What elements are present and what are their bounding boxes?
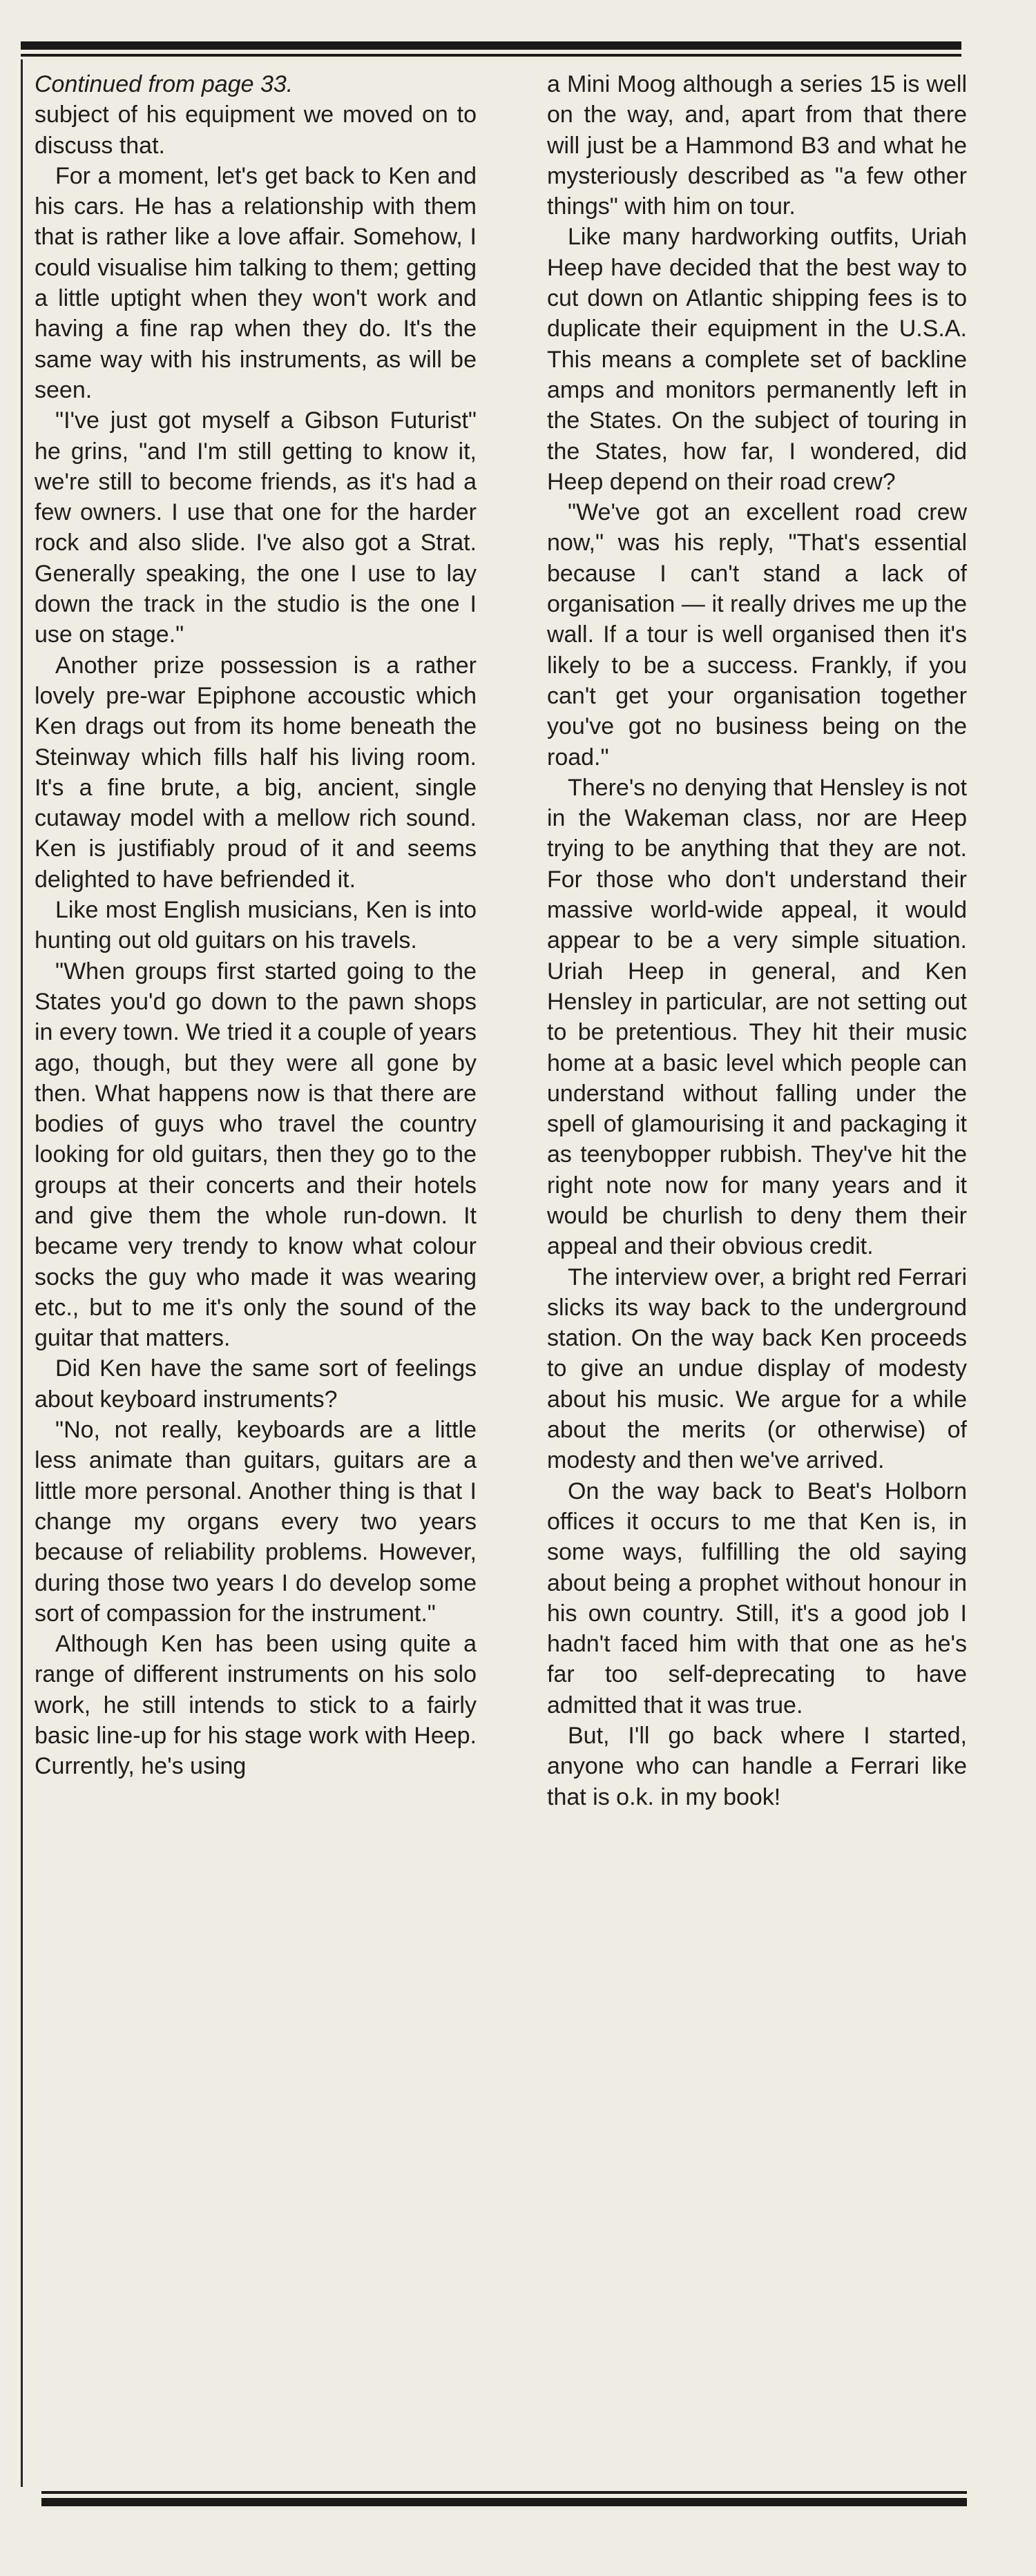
paragraph: On the way back to Beat's Holborn offices it occurs to me that Ken is, in some ways, fulfilling the old saying about being a prophet without honour in his own country. Still, it's a good job I hadn't faced him with that one as he's far too self-deprecating to have admitted that it was true. <box>547 1478 967 1718</box>
paragraph: subject of his equipment we moved on to discuss that. <box>35 101 477 159</box>
paragraph: "No, not really, keyboards are a little less animate than guitars, guitars are a little more personal. Another thing is that I change my organs every two years because of reliability problems. However, during those two years I do develop some sort of compassion for the instrument." <box>35 1417 477 1627</box>
bottom-double-rule <box>41 2491 967 2509</box>
article-column-right <box>547 69 967 1812</box>
paragraph: Like most English musicians, Ken is into hunting out old guitars on his travels. <box>35 897 477 954</box>
paragraph: The interview over, a bright red Ferrari slicks its way back to the underground station. On the way back Ken proceeds to give an undue display of modesty about his music. We argue for a while about the merits (or otherwise) of modesty and then we've arrived. <box>547 1263 967 1474</box>
top-rule-thick <box>21 41 961 50</box>
continued-from-note: Continued from page 33. <box>35 71 294 97</box>
top-double-rule <box>21 41 961 59</box>
article-column-left <box>35 69 477 1782</box>
paragraph: "When groups first started going to the States you'd go down to the pawn shops in every town. We tried it a couple of years ago, though, but they were all gone by then. What happens now is that there are bodies of guys who travel the country looking for old guitars, then they go to the groups at their concerts and their hotels and give them the whole run-down. It became very trendy to know what colour socks the guy who made it was wearing etc., but to me it's only the sound of the guitar that matters. <box>35 958 477 1352</box>
paragraph: Like many hardworking outfits, Uriah Heep have decided that the best way to cut down on Atlantic shipping fees is to duplicate their equipment in the U.S.A. This means a complete set of backline amps and monitors permanently left in the States. On the subject of touring in the States, how far, I wondered, did Heep depend on their road crew? <box>547 224 967 495</box>
paragraph: There's no denying that Hensley is not in the Wakeman class, nor are Heep trying to be anything that they are not. For those who don't understand their massive world-wide appeal, it would appear to be a very simple situation. Uriah Heep in general, and Ken Hensley in particular, are not setting out to be pretentious. They hit their music home at a basic level which people can understand without falling under the spell of glamourising it and packaging it as teenybopper rubbish. They've hit the right note now for many years and it would be churlish to deny them their appeal and their obvious credit. <box>547 774 967 1260</box>
paragraph: Another prize possession is a rather lovely pre-war Epiphone accoustic which Ken drags out from its home beneath the Steinway which fills half his living room. It's a fine brute, a big, ancient, single cutaway model with a mellow rich sound. Ken is justifiably proud of it and seems delighted to have befriended it. <box>35 652 477 893</box>
bottom-rule-thick <box>41 2498 967 2506</box>
paragraph: Although Ken has been using quite a range of different instruments on his solo work, he still intends to stick to a fairly basic line-up for his stage work with Heep. Currently, he's using <box>35 1631 477 1780</box>
top-rule-thin <box>21 54 961 57</box>
paragraph: But, I'll go back where I started, anyone who can handle a Ferrari like that is o.k. in my book! <box>547 1723 967 1810</box>
left-column-rule <box>21 59 23 2487</box>
paragraph: Did Ken have the same sort of feelings about keyboard instruments? <box>35 1355 477 1413</box>
bottom-rule-thin <box>41 2491 967 2494</box>
paragraph: "We've got an excellent road crew now," was his reply, "That's essential because I can't stand a lack of organisation — it really drives me up the wall. If a tour is well organised then it's likely to be a success. Frankly, if you can't get your organisation together you've got no business being on the road." <box>547 499 967 771</box>
paragraph: "I've just got myself a Gibson Futurist" he grins, "and I'm still getting to know it, we're still to become friends, as it's had a few owners. I use that one for the harder rock and also slide. I've also got a Strat. Generally speaking, the one I use to lay down the track in the studio is the one I use on stage." <box>35 407 477 648</box>
paragraph: For a moment, let's get back to Ken and his cars. He has a relationship with them that is rather like a love affair. Somehow, I could visualise him talking to them; getting a little uptight when they won't work and having a fine rap when they do. It's the same way with his instruments, as will be seen. <box>35 162 477 403</box>
paragraph: a Mini Moog although a series 15 is well on the way, and, apart from that there will just be a Hammond B3 and what he mysteriously described as "a few other things" with him on tour. <box>547 71 967 220</box>
